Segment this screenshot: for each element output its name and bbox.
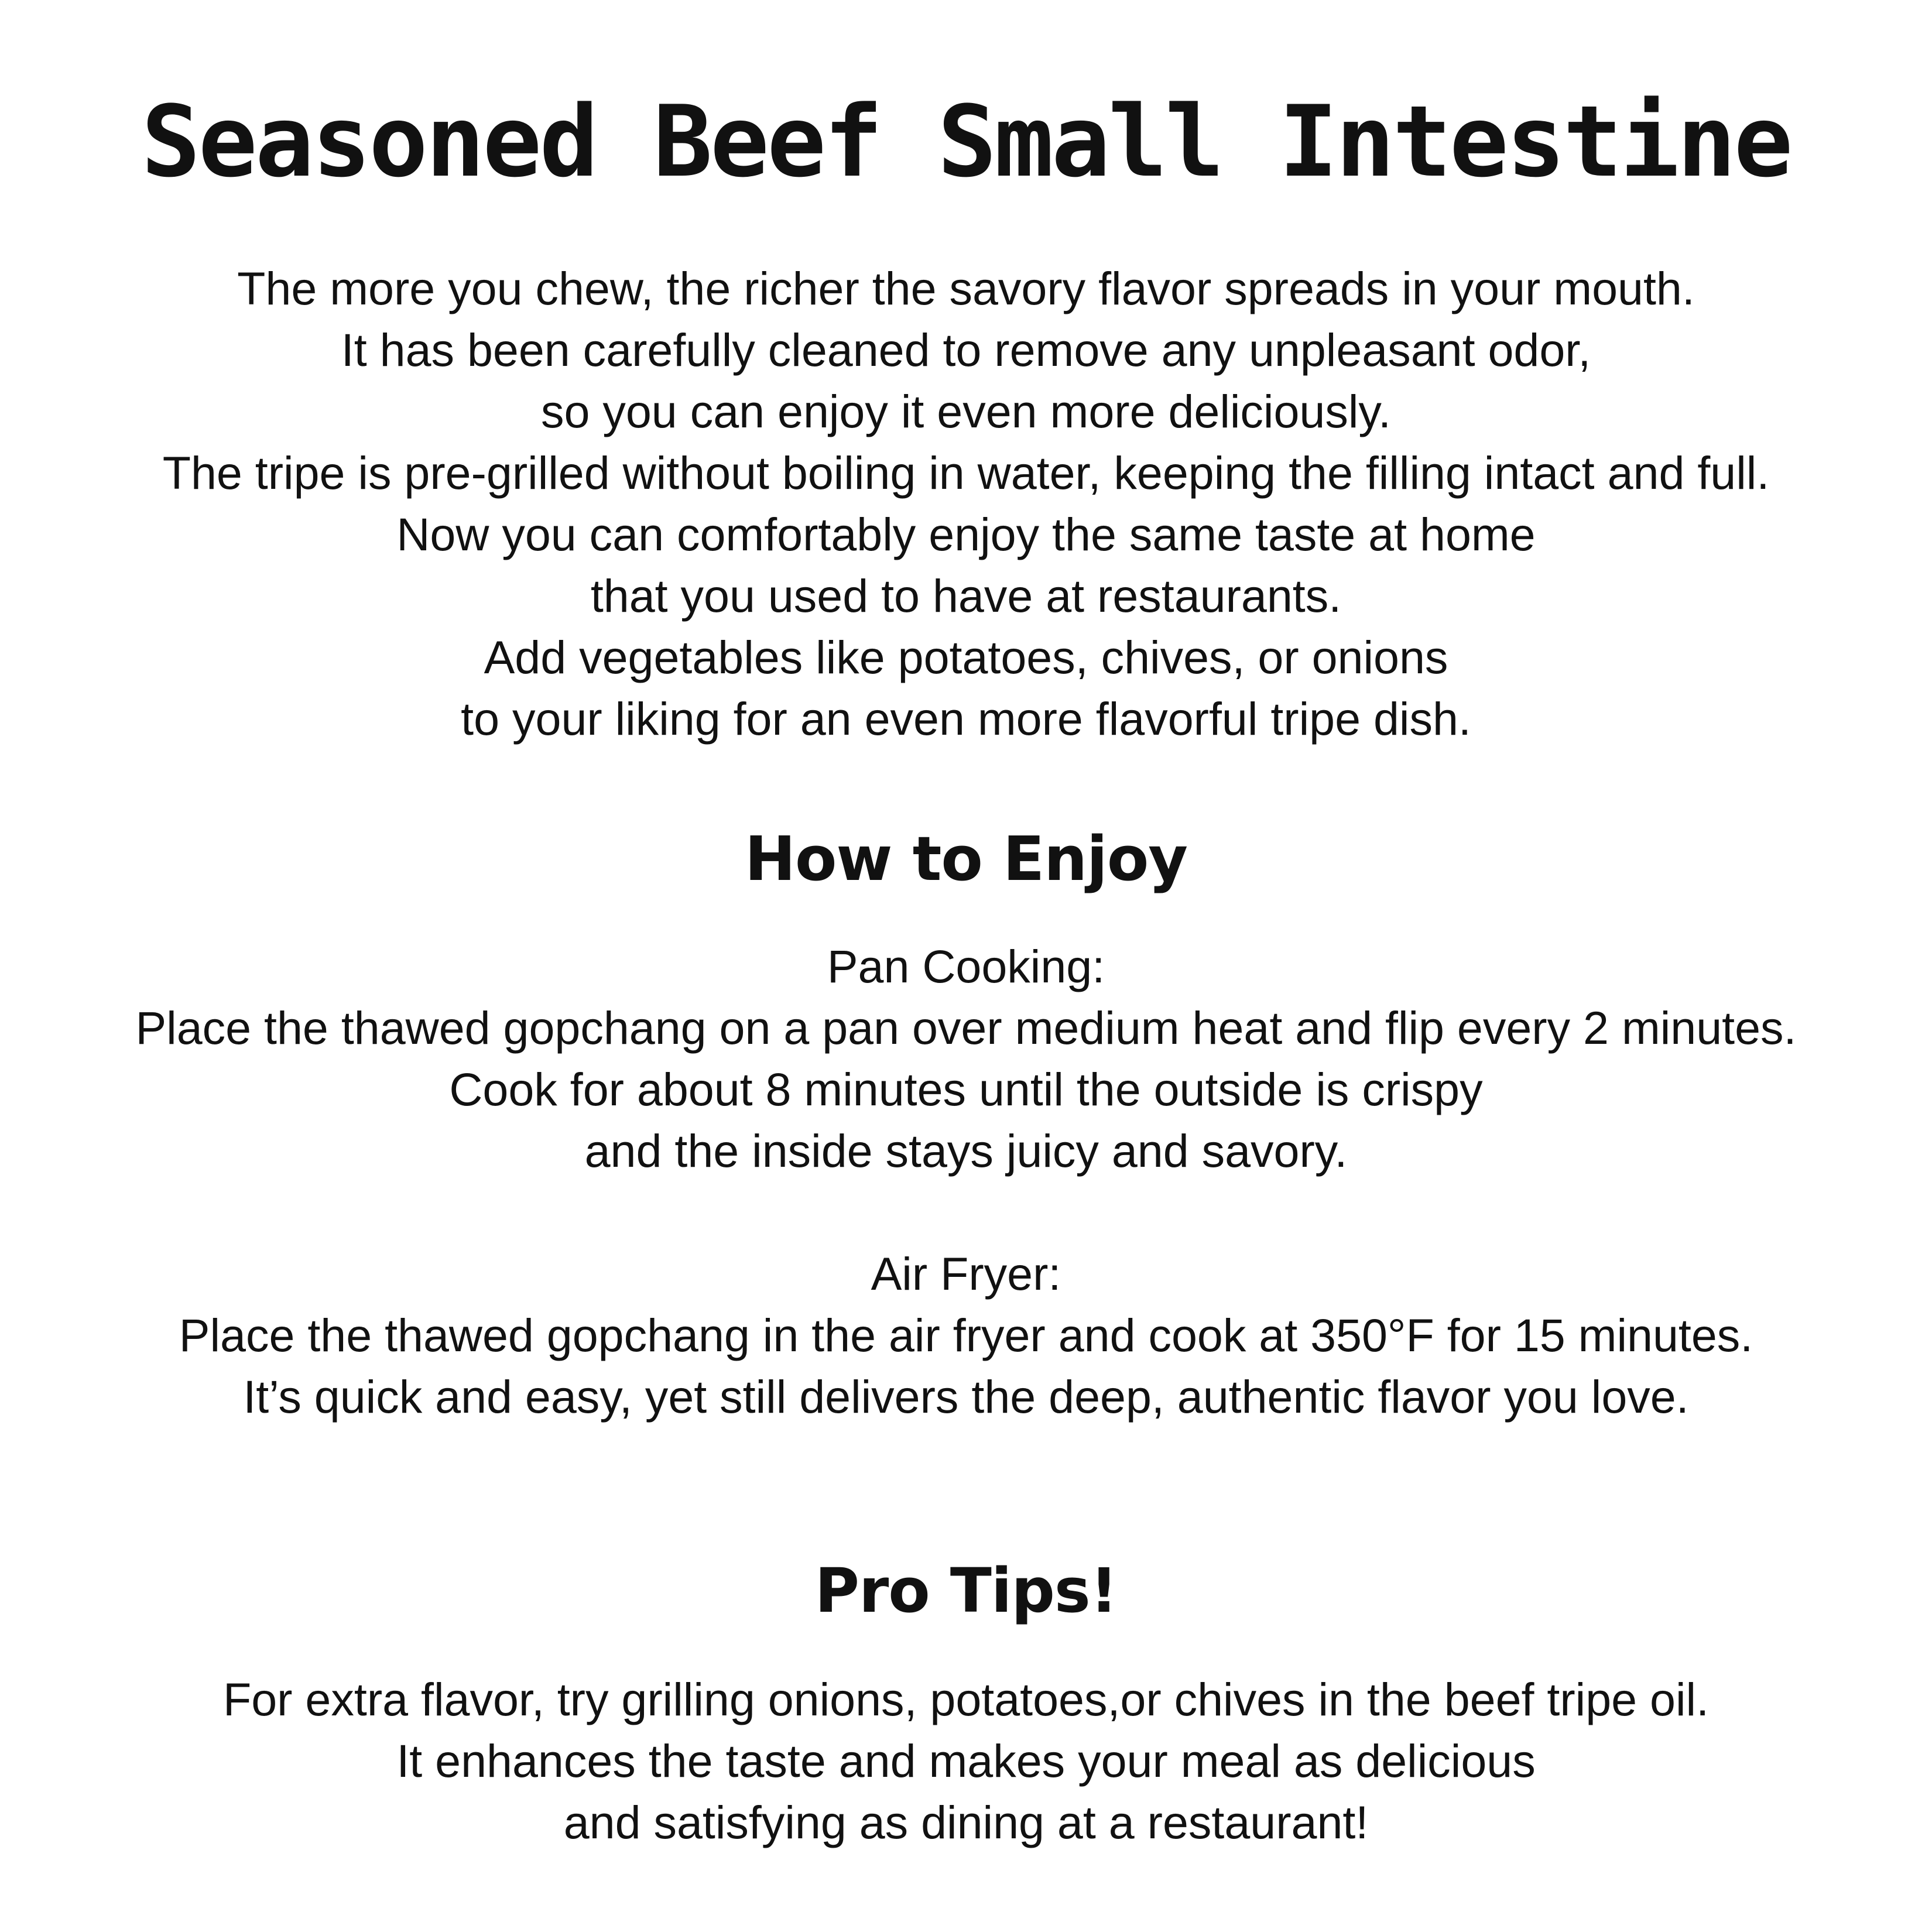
pan-cooking-line: Cook for about 8 minutes until the outside is crispy <box>449 1063 1483 1115</box>
pan-cooking-label: Pan Cooking: <box>827 940 1105 992</box>
page-title: Seasoned Beef Small Intestine <box>141 84 1791 199</box>
pro-tips-line: It enhances the taste and makes your meal as delicious <box>396 1735 1536 1787</box>
air-fryer-line: It’s quick and easy, yet still delivers the deep, authentic flavor you love. <box>243 1371 1689 1423</box>
section-spacer <box>0 1181 1932 1243</box>
pan-cooking-line: Place the thawed gopchang on a pan over medium heat and flip every 2 minutes. <box>135 1002 1797 1054</box>
how-to-enjoy-heading: How to Enjoy <box>744 823 1188 895</box>
air-fryer-label: Air Fryer: <box>871 1248 1061 1300</box>
intro-line: The more you chew, the richer the savory flavor spreads in your mouth. <box>237 262 1695 314</box>
how-to-enjoy-section <box>0 936 1932 1427</box>
intro-line: Add vegetables like potatoes, chives, or onions <box>484 631 1448 683</box>
pan-cooking-line: and the inside stays juicy and savory. <box>584 1125 1348 1177</box>
air-fryer-line: Place the thawed gopchang in the air fryer and cook at 350°F for 15 minutes. <box>179 1309 1753 1361</box>
intro-description <box>0 258 1932 749</box>
pro-tips-section <box>0 1669 1932 1853</box>
intro-line: so you can enjoy it even more deliciously. <box>540 385 1391 437</box>
intro-line: Now you can comfortably enjoy the same taste at home <box>396 508 1536 560</box>
intro-line: that you used to have at restaurants. <box>590 570 1342 622</box>
pro-tips-heading: Pro Tips! <box>814 1555 1118 1626</box>
intro-line: to your liking for an even more flavorful tripe dish. <box>461 693 1471 745</box>
pro-tips-line: and satisfying as dining at a restaurant! <box>563 1796 1369 1848</box>
pro-tips-line: For extra flavor, try grilling onions, potatoes,or chives in the beef tripe oil. <box>222 1673 1710 1725</box>
intro-line: It has been carefully cleaned to remove any unpleasant odor, <box>341 324 1591 376</box>
intro-line: The tripe is pre-grilled without boiling in water, keeping the filling intact and full. <box>162 447 1770 499</box>
